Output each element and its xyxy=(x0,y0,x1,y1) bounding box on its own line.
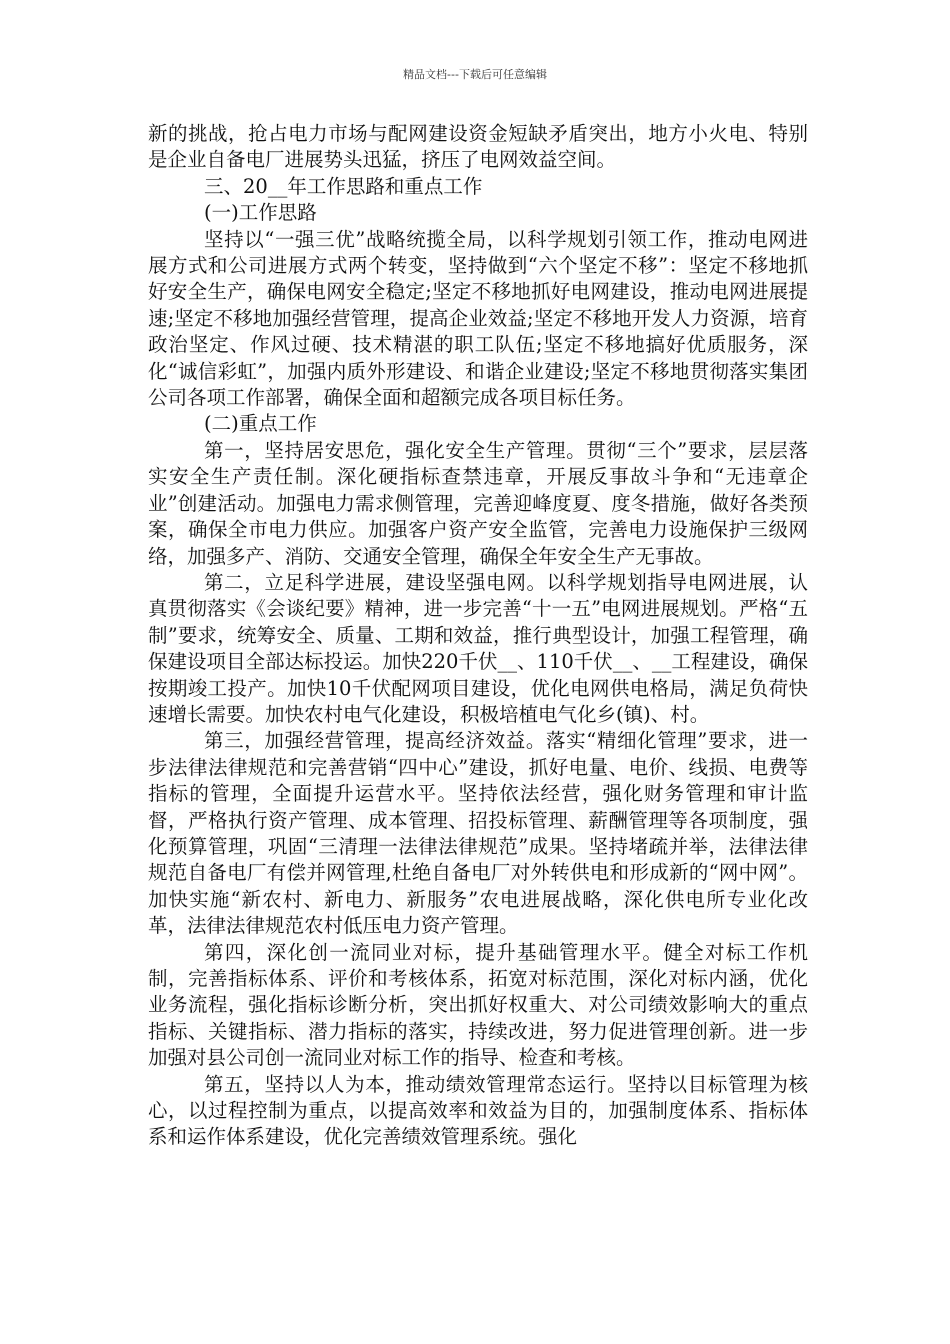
page-header: 精品文档---下载后可任意编辑 xyxy=(403,68,547,81)
paragraph-first-safety: 第一，坚持居安思危，强化安全生产管理。贯彻“三个”要求，层层落实安全生产责任制。深化硬指标查禁违章，开展反事故斗争和“无违章企业”创建活动。加强电力需求侧管理，完善迎峰度夏、度冬措施，做好各类预案，确保全市电力供应。加强客户资产安全监管，完善电力设施保护三级网络，加强多产、消防、交通安全管理，确保全年安全生产无事故。 xyxy=(148,438,808,568)
document-body xyxy=(148,121,808,1151)
subsection-heading-work-ideas: (一)工作思路 xyxy=(204,201,317,225)
paragraph-fourth-benchmarking: 第四，深化创一流同业对标，提升基础管理水平。健全对标工作机制，完善指标体系、评价和考核体系，拓宽对标范围，深化对标内涵，优化业务流程，强化指标诊断分析，突出抓好权重大、对公司绩效影响大的重点指标、关键指标、潜力指标的落实，持续改进，努力促进管理创新。进一步加强对县公司创一流同业对标工作的指导、检查和考核。 xyxy=(148,940,808,1070)
paragraph-intro-continuation: 新的挑战，抢占电力市场与配网建设资金短缺矛盾突出，地方小火电、特别是企业自备电厂进展势头迅猛，挤压了电网效益空间。 xyxy=(148,122,808,172)
paragraph-fifth-performance: 第五，坚持以人为本，推动绩效管理常态运行。坚持以目标管理为核心，以过程控制为重点，以提高效率和效益为目的，加强制度体系、指标体系和运作体系建设，优化完善绩效管理系统。强化 xyxy=(148,1072,808,1149)
paragraph-second-grid: 第二，立足科学进展，建设坚强电网。以科学规划指导电网进展，认真贯彻落实《会谈纪要》精神，进一步完善“十一五”电网进展规划。严格“五制”要求，统筹安全、质量、工期和效益，推行典型设计，加强工程管理，确保建设项目全部达标投运。加快220千伏__、110千伏__、__工程建设，确保按期竣工投产。加快10千伏配网项目建设，优化电网供电格局，满足负荷快速增长需要。加快农村电气化建设，积极培植电气化乡(镇)、村。 xyxy=(148,570,808,726)
subsection-heading-key-work: (二)重点工作 xyxy=(204,412,317,436)
paragraph-third-operations: 第三，加强经营管理，提高经济效益。落实“精细化管理”要求，进一步法律法律规范和完善营销“四中心”建设，抓好电量、电价、线损、电费等指标的管理，全面提升运营水平。坚持依法经营，强化财务管理和审计监督，严格执行资产管理、成本管理、招投标管理、薪酬管理等各项制度，强化预算管理，巩固“三清理一法律法律规范”成果。坚持堵疏并举，法律法律规范自备电厂有偿并网管理,杜绝自备电厂对外转供电和形成新的“网中网”。加快实施“新农村、新电力、新服务”农电进展战略，深化供电所专业化改革，法律法律规范农村低压电力资产管理。 xyxy=(148,729,808,938)
section-heading-three: 三、20__年工作思路和重点工作 xyxy=(204,174,483,198)
paragraph-work-ideas: 坚持以“一强三优”战略统揽全局，以科学规划引领工作，推动电网进展方式和公司进展方式两个转变，坚持做到“六个坚定不移”：坚定不移地抓好安全生产，确保电网安全稳定;坚定不移地抓好电网建设，推动电网进展提速;坚定不移地加强经营管理，提高企业效益;坚定不移地开发人力资源，培育政治坚定、作风过硬、技术精湛的职工队伍;坚定不移地搞好优质服务，深化“诚信彩虹”，加强内质外形建设、和谐企业建设;坚定不移地贯彻落实集团公司各项工作部署，确保全面和超额完成各项目标任务。 xyxy=(148,227,808,410)
